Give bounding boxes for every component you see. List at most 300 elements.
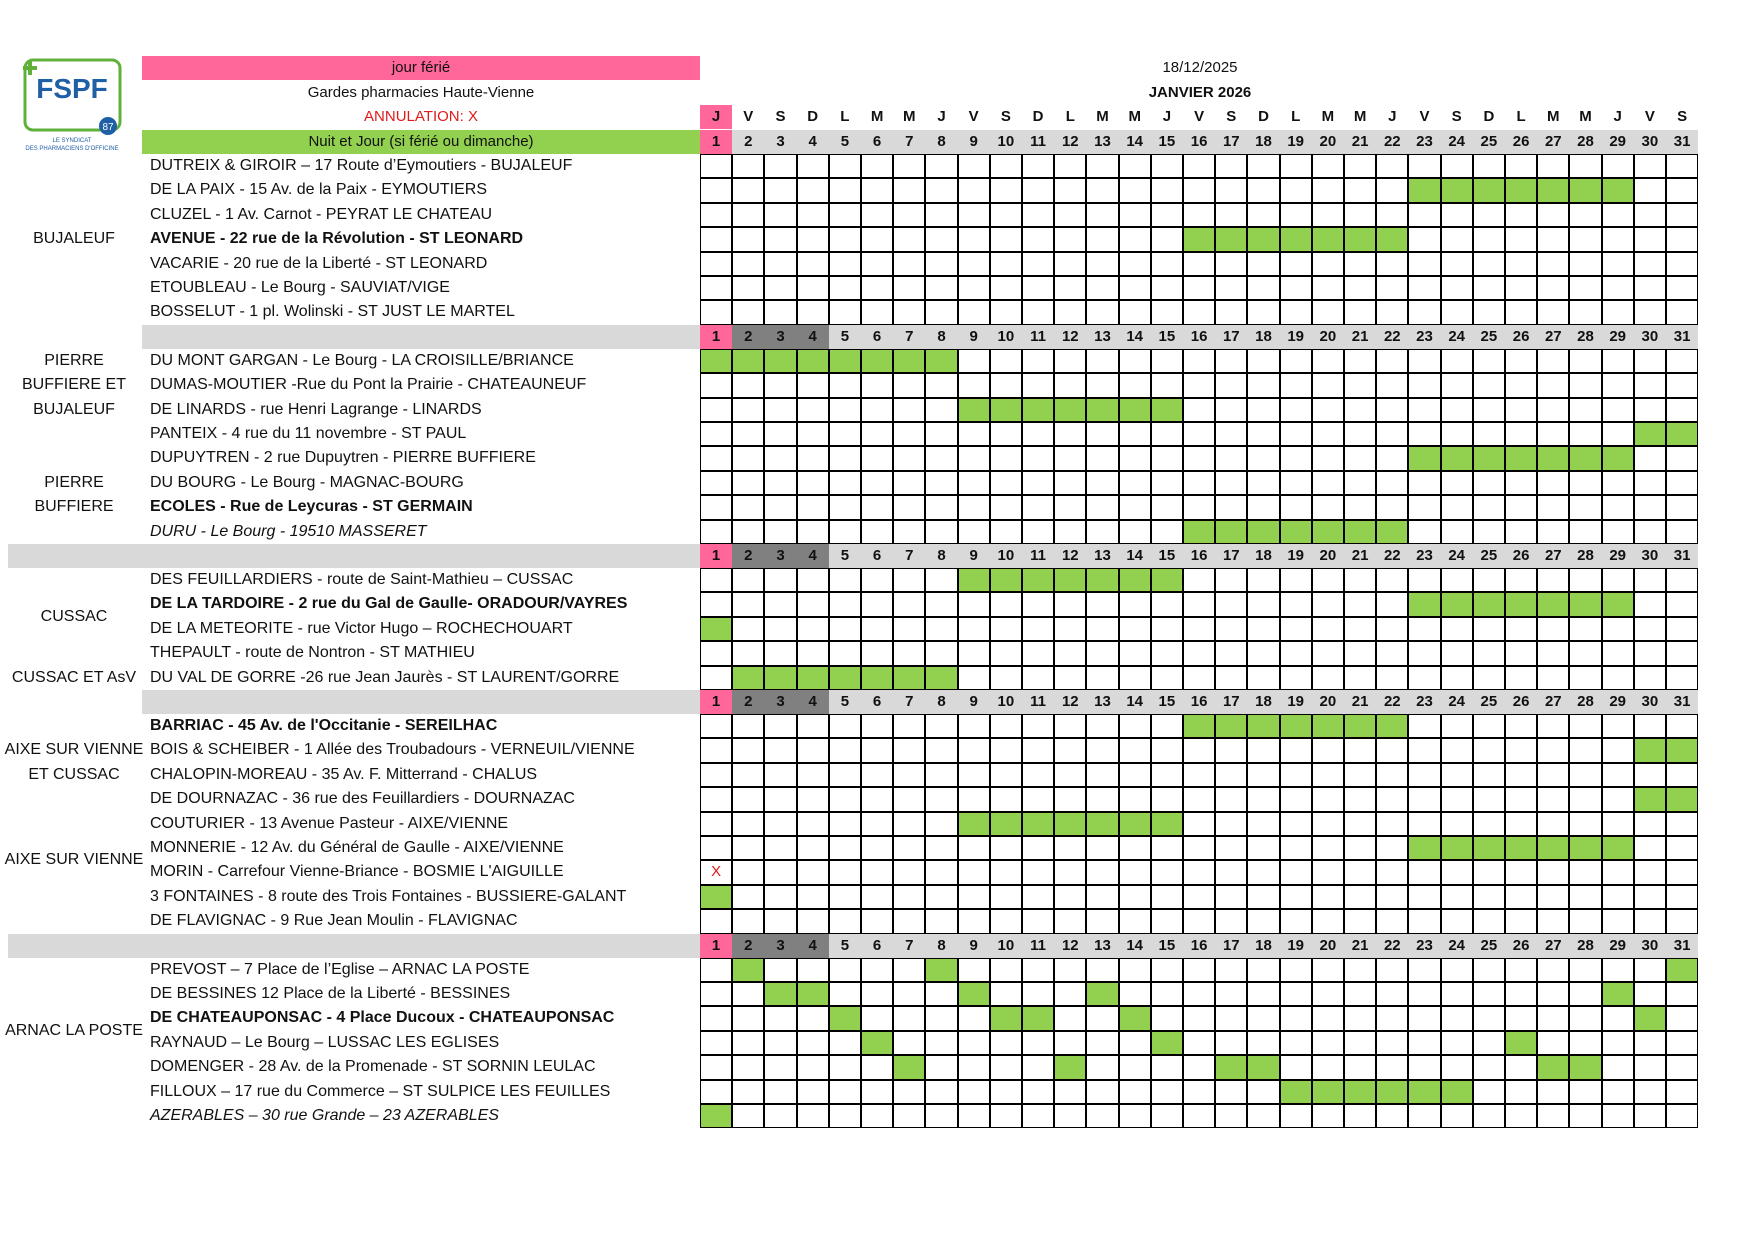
day-number-header: 21 bbox=[1344, 325, 1376, 349]
duty-cell bbox=[1376, 300, 1408, 324]
duty-cell bbox=[990, 446, 1022, 470]
duty-cell bbox=[1505, 592, 1537, 616]
duty-cell bbox=[1441, 276, 1473, 300]
duty-cell bbox=[1119, 641, 1151, 665]
duty-cell bbox=[1505, 714, 1537, 738]
pharmacy-name bbox=[150, 227, 523, 251]
duty-cell bbox=[1151, 203, 1183, 227]
duty-cell bbox=[1215, 276, 1247, 300]
duty-cell bbox=[1537, 714, 1569, 738]
duty-cell bbox=[1280, 860, 1312, 884]
duty-cell bbox=[1505, 1031, 1537, 1055]
duty-cell bbox=[1344, 909, 1376, 933]
day-number-header: 6 bbox=[861, 690, 893, 714]
duty-cell bbox=[764, 592, 796, 616]
duty-cell bbox=[925, 495, 957, 519]
duty-cell bbox=[1569, 982, 1601, 1006]
day-number-header: 17 bbox=[1215, 544, 1247, 568]
pharmacy-name bbox=[150, 763, 537, 787]
pharmacy-title: DU MONT GARGAN bbox=[150, 351, 299, 369]
duty-cell bbox=[925, 714, 957, 738]
duty-cell bbox=[732, 1080, 764, 1104]
duty-cell bbox=[893, 885, 925, 909]
duty-cell bbox=[893, 958, 925, 982]
duty-cell bbox=[1151, 836, 1183, 860]
duty-cell bbox=[797, 398, 829, 422]
duty-cell bbox=[797, 763, 829, 787]
duty-cell bbox=[1473, 203, 1505, 227]
duty-cell bbox=[1408, 1080, 1440, 1104]
duty-cell bbox=[1569, 1104, 1601, 1128]
pharmacy-title: FILLOUX bbox=[150, 1082, 217, 1100]
duty-cell bbox=[1247, 203, 1279, 227]
duty-cell bbox=[1602, 276, 1634, 300]
duty-cell bbox=[732, 958, 764, 982]
pharmacy-name bbox=[150, 714, 497, 738]
duty-cell bbox=[1054, 958, 1086, 982]
duty-cell bbox=[1247, 1031, 1279, 1055]
group-label: CUSSAC ET AsV bbox=[11, 668, 137, 686]
duty-cell bbox=[958, 1031, 990, 1055]
svg-text:FSPF: FSPF bbox=[36, 73, 108, 104]
day-number-header: 20 bbox=[1312, 544, 1344, 568]
duty-cell bbox=[1602, 982, 1634, 1006]
duty-cell bbox=[829, 495, 861, 519]
duty-cell bbox=[1473, 641, 1505, 665]
day-number-header: 4 bbox=[797, 325, 829, 349]
duty-cell bbox=[925, 373, 957, 397]
duty-cell bbox=[1151, 885, 1183, 909]
duty-cell bbox=[958, 1080, 990, 1104]
duty-cell bbox=[1151, 300, 1183, 324]
duty-cell bbox=[1602, 592, 1634, 616]
day-number-header: 30 bbox=[1634, 130, 1666, 154]
duty-cell bbox=[1086, 471, 1118, 495]
duty-cell bbox=[1312, 1031, 1344, 1055]
duty-cell bbox=[1215, 178, 1247, 202]
day-number-header: 5 bbox=[829, 544, 861, 568]
duty-cell bbox=[1086, 1031, 1118, 1055]
duty-cell bbox=[1215, 1055, 1247, 1079]
duty-cell bbox=[700, 1080, 732, 1104]
duty-cell bbox=[1408, 1104, 1440, 1128]
day-number-header: 23 bbox=[1408, 544, 1440, 568]
duty-cell bbox=[1537, 885, 1569, 909]
duty-cell bbox=[1473, 471, 1505, 495]
duty-cell bbox=[1441, 982, 1473, 1006]
duty-cell bbox=[797, 982, 829, 1006]
duty-cell bbox=[990, 349, 1022, 373]
duty-cell bbox=[1215, 666, 1247, 690]
duty-cell bbox=[925, 349, 957, 373]
duty-cell bbox=[1215, 252, 1247, 276]
duty-cell bbox=[1022, 1104, 1054, 1128]
duty-cell bbox=[797, 1006, 829, 1030]
duty-cell bbox=[1183, 909, 1215, 933]
duty-cell bbox=[861, 568, 893, 592]
duty-cell bbox=[1215, 398, 1247, 422]
duty-cell bbox=[764, 714, 796, 738]
duty-cell bbox=[1473, 763, 1505, 787]
duty-cell bbox=[1054, 909, 1086, 933]
duty-cell bbox=[1215, 300, 1247, 324]
day-number-header: 6 bbox=[861, 130, 893, 154]
duty-cell bbox=[1344, 714, 1376, 738]
duty-cell bbox=[958, 300, 990, 324]
duty-cell bbox=[1537, 1055, 1569, 1079]
day-number-header: 25 bbox=[1473, 934, 1505, 958]
duty-cell bbox=[990, 714, 1022, 738]
duty-cell bbox=[1376, 373, 1408, 397]
pharmacy-name bbox=[150, 592, 627, 616]
duty-cell bbox=[1634, 422, 1666, 446]
day-number-header: 5 bbox=[829, 690, 861, 714]
day-number-header: 3 bbox=[764, 690, 796, 714]
duty-cell bbox=[1634, 154, 1666, 178]
duty-cell bbox=[1054, 495, 1086, 519]
duty-cell bbox=[1537, 836, 1569, 860]
duty-cell bbox=[893, 763, 925, 787]
duty-cell bbox=[1505, 1006, 1537, 1030]
duty-cell bbox=[1569, 154, 1601, 178]
duty-cell bbox=[1376, 592, 1408, 616]
duty-cell bbox=[861, 641, 893, 665]
day-number-header: 6 bbox=[861, 325, 893, 349]
duty-cell bbox=[1086, 1080, 1118, 1104]
duty-cell bbox=[1505, 787, 1537, 811]
pharmacy-title: DU BOURG bbox=[150, 473, 237, 491]
duty-cell bbox=[764, 1031, 796, 1055]
duty-cell bbox=[1022, 787, 1054, 811]
duty-cell bbox=[829, 836, 861, 860]
duty-cell bbox=[1537, 666, 1569, 690]
duty-cell bbox=[990, 203, 1022, 227]
duty-cell bbox=[700, 1104, 732, 1128]
pharmacy-name bbox=[150, 641, 475, 665]
duty-cell bbox=[1086, 592, 1118, 616]
duty-cell bbox=[861, 1080, 893, 1104]
duty-cell bbox=[1022, 203, 1054, 227]
duty-cell bbox=[829, 520, 861, 544]
day-number-header: 12 bbox=[1054, 934, 1086, 958]
duty-cell bbox=[990, 178, 1022, 202]
duty-cell bbox=[1537, 1031, 1569, 1055]
duty-cell bbox=[700, 958, 732, 982]
duty-cell bbox=[1054, 617, 1086, 641]
duty-cell bbox=[1280, 495, 1312, 519]
duty-cell bbox=[829, 252, 861, 276]
day-number-header: 3 bbox=[764, 325, 796, 349]
day-number-header: 11 bbox=[1022, 325, 1054, 349]
duty-cell bbox=[1312, 666, 1344, 690]
duty-cell bbox=[1408, 592, 1440, 616]
duty-cell bbox=[1505, 276, 1537, 300]
weekday-header: D bbox=[1258, 108, 1269, 125]
weekday-header: M bbox=[1096, 108, 1109, 125]
duty-cell bbox=[990, 568, 1022, 592]
duty-cell bbox=[1441, 885, 1473, 909]
day-number-header: 28 bbox=[1569, 130, 1601, 154]
duty-cell bbox=[1408, 909, 1440, 933]
duty-cell bbox=[764, 276, 796, 300]
duty-cell bbox=[1602, 203, 1634, 227]
duty-cell bbox=[925, 836, 957, 860]
duty-cell bbox=[1215, 860, 1247, 884]
duty-cell bbox=[1569, 373, 1601, 397]
weekday-header: S bbox=[1451, 108, 1462, 125]
duty-cell bbox=[1119, 471, 1151, 495]
day-number-header: 23 bbox=[1408, 325, 1440, 349]
pharmacy-title: VACARIE bbox=[150, 254, 220, 272]
day-number-header: 14 bbox=[1119, 690, 1151, 714]
duty-cell bbox=[829, 446, 861, 470]
duty-cell bbox=[958, 909, 990, 933]
duty-cell bbox=[1215, 446, 1247, 470]
weekday-header: J bbox=[1388, 108, 1397, 125]
duty-cell bbox=[893, 471, 925, 495]
pharmacy-name bbox=[150, 836, 564, 860]
duty-cell bbox=[925, 812, 957, 836]
duty-cell bbox=[925, 446, 957, 470]
duty-cell bbox=[1666, 446, 1698, 470]
duty-cell bbox=[1376, 520, 1408, 544]
duty-cell bbox=[1666, 422, 1698, 446]
duty-cell bbox=[1666, 982, 1698, 1006]
day-number-header: 27 bbox=[1537, 934, 1569, 958]
duty-cell bbox=[893, 300, 925, 324]
duty-cell bbox=[1183, 349, 1215, 373]
duty-cell bbox=[1151, 520, 1183, 544]
duty-cell bbox=[1441, 617, 1473, 641]
duty-cell bbox=[1280, 1006, 1312, 1030]
duty-cell bbox=[1408, 568, 1440, 592]
duty-cell bbox=[1441, 666, 1473, 690]
duty-cell bbox=[958, 276, 990, 300]
duty-cell bbox=[797, 617, 829, 641]
duty-cell bbox=[1119, 373, 1151, 397]
duty-cell bbox=[1312, 787, 1344, 811]
duty-cell bbox=[893, 836, 925, 860]
duty-cell bbox=[1086, 446, 1118, 470]
day-number-header: 21 bbox=[1344, 130, 1376, 154]
weekday-header: V bbox=[1194, 108, 1205, 125]
duty-cell bbox=[1634, 520, 1666, 544]
duty-cell bbox=[1344, 520, 1376, 544]
duty-cell bbox=[1666, 1055, 1698, 1079]
duty-cell bbox=[1215, 592, 1247, 616]
duty-cell bbox=[1634, 471, 1666, 495]
duty-cell bbox=[1119, 300, 1151, 324]
duty-cell bbox=[700, 1055, 732, 1079]
duty-cell bbox=[1505, 641, 1537, 665]
duty-cell bbox=[990, 252, 1022, 276]
pharmacy-name bbox=[150, 982, 510, 1006]
duty-cell bbox=[1022, 982, 1054, 1006]
day-number-header: 26 bbox=[1505, 690, 1537, 714]
duty-cell bbox=[1215, 617, 1247, 641]
duty-cell bbox=[893, 203, 925, 227]
day-number-header: 10 bbox=[990, 690, 1022, 714]
duty-cell bbox=[1312, 568, 1344, 592]
duty-cell bbox=[1634, 812, 1666, 836]
duty-cell bbox=[1602, 178, 1634, 202]
duty-cell bbox=[1247, 714, 1279, 738]
day-number-header: 7 bbox=[893, 325, 925, 349]
duty-cell bbox=[1344, 373, 1376, 397]
duty-cell bbox=[1569, 422, 1601, 446]
day-number-header: 9 bbox=[958, 934, 990, 958]
duty-cell bbox=[925, 1031, 957, 1055]
duty-cell bbox=[1312, 738, 1344, 762]
duty-cell bbox=[1312, 1006, 1344, 1030]
duty-cell bbox=[1408, 958, 1440, 982]
duty-cell bbox=[732, 982, 764, 1006]
duty-cell bbox=[1473, 738, 1505, 762]
duty-cell bbox=[1634, 909, 1666, 933]
duty-cell bbox=[1054, 300, 1086, 324]
duty-cell bbox=[1441, 520, 1473, 544]
day-number-header: 5 bbox=[829, 934, 861, 958]
duty-cell bbox=[1473, 885, 1505, 909]
day-number-header: 7 bbox=[893, 934, 925, 958]
day-number-header: 24 bbox=[1441, 934, 1473, 958]
duty-cell bbox=[1473, 617, 1505, 641]
duty-cell bbox=[700, 203, 732, 227]
duty-cell bbox=[1215, 763, 1247, 787]
duty-cell bbox=[1602, 568, 1634, 592]
duty-cell bbox=[829, 885, 861, 909]
duty-cell bbox=[1441, 227, 1473, 251]
duty-cell bbox=[700, 154, 732, 178]
weekday-header: M bbox=[1547, 108, 1560, 125]
duty-cell bbox=[1151, 812, 1183, 836]
duty-cell bbox=[1280, 203, 1312, 227]
duty-cell bbox=[1183, 471, 1215, 495]
pharmacy-title: DURU bbox=[150, 522, 197, 540]
duty-cell bbox=[1666, 178, 1698, 202]
duty-cell bbox=[764, 1104, 796, 1128]
duty-cell bbox=[1441, 446, 1473, 470]
duty-cell bbox=[893, 227, 925, 251]
duty-cell bbox=[990, 860, 1022, 884]
duty-cell bbox=[732, 860, 764, 884]
pharmacy-title: MORIN bbox=[150, 863, 204, 881]
day-number-header: 20 bbox=[1312, 690, 1344, 714]
night-day-legend: Nuit et Jour (si férié ou dimanche) bbox=[142, 130, 700, 154]
day-number-header: 18 bbox=[1247, 130, 1279, 154]
duty-cell bbox=[732, 422, 764, 446]
duty-cell bbox=[1537, 958, 1569, 982]
duty-cell bbox=[1344, 787, 1376, 811]
duty-cell bbox=[1376, 495, 1408, 519]
duty-cell bbox=[700, 787, 732, 811]
duty-cell bbox=[1054, 520, 1086, 544]
duty-cell bbox=[1183, 738, 1215, 762]
duty-cell bbox=[1312, 714, 1344, 738]
duty-cell bbox=[1376, 398, 1408, 422]
duty-cell bbox=[1634, 714, 1666, 738]
day-number-header: 21 bbox=[1344, 544, 1376, 568]
holiday-legend: jour férié bbox=[142, 56, 700, 80]
duty-cell bbox=[958, 860, 990, 884]
duty-cell bbox=[1408, 1055, 1440, 1079]
duty-cell bbox=[1086, 885, 1118, 909]
duty-cell bbox=[797, 178, 829, 202]
duty-cell bbox=[1473, 349, 1505, 373]
duty-cell bbox=[1247, 1080, 1279, 1104]
duty-cell bbox=[1537, 1104, 1569, 1128]
duty-cell bbox=[925, 398, 957, 422]
duty-cell bbox=[1215, 1104, 1247, 1128]
duty-cell bbox=[1151, 617, 1183, 641]
duty-cell bbox=[861, 958, 893, 982]
duty-cell bbox=[1344, 617, 1376, 641]
duty-cell bbox=[1569, 738, 1601, 762]
duty-cell bbox=[1215, 568, 1247, 592]
duty-cell bbox=[1022, 592, 1054, 616]
pharmacy-title: BOIS & SCHEIBER bbox=[150, 741, 290, 759]
duty-cell bbox=[1408, 714, 1440, 738]
duty-cell bbox=[1086, 203, 1118, 227]
duty-cell bbox=[1215, 471, 1247, 495]
duty-cell bbox=[764, 373, 796, 397]
day-number-header: 14 bbox=[1119, 544, 1151, 568]
duty-cell bbox=[1119, 836, 1151, 860]
duty-cell bbox=[1634, 787, 1666, 811]
duty-cell bbox=[1634, 203, 1666, 227]
duty-cell bbox=[1537, 495, 1569, 519]
duty-cell bbox=[1247, 958, 1279, 982]
duty-cell bbox=[1151, 1006, 1183, 1030]
duty-cell bbox=[1119, 617, 1151, 641]
duty-cell bbox=[1505, 398, 1537, 422]
duty-cell bbox=[1344, 568, 1376, 592]
duty-cell bbox=[990, 666, 1022, 690]
duty-cell bbox=[1505, 909, 1537, 933]
duty-cell bbox=[764, 641, 796, 665]
day-number-header: 13 bbox=[1086, 130, 1118, 154]
duty-cell bbox=[1441, 1080, 1473, 1104]
day-number-header: 12 bbox=[1054, 544, 1086, 568]
duty-cell bbox=[1666, 592, 1698, 616]
duty-cell bbox=[1569, 1055, 1601, 1079]
duty-cell bbox=[1022, 1055, 1054, 1079]
day-number-header: 25 bbox=[1473, 690, 1505, 714]
duty-cell bbox=[1505, 958, 1537, 982]
duty-cell bbox=[1086, 958, 1118, 982]
duty-cell bbox=[893, 738, 925, 762]
weekday-header: D bbox=[1483, 108, 1495, 125]
pharmacy-title: DE DOURNAZAC bbox=[150, 790, 279, 808]
duty-cell bbox=[1054, 398, 1086, 422]
duty-cell bbox=[1376, 568, 1408, 592]
duty-cell bbox=[1344, 958, 1376, 982]
duty-cell bbox=[1344, 178, 1376, 202]
duty-cell bbox=[1119, 154, 1151, 178]
duty-cell bbox=[1215, 1031, 1247, 1055]
duty-cell bbox=[1312, 203, 1344, 227]
duty-cell bbox=[958, 349, 990, 373]
duty-cell bbox=[1183, 446, 1215, 470]
duty-cell bbox=[1505, 203, 1537, 227]
duty-cell bbox=[1537, 398, 1569, 422]
duty-cell bbox=[764, 860, 796, 884]
duty-cell bbox=[1022, 495, 1054, 519]
duty-cell bbox=[1247, 252, 1279, 276]
duty-cell bbox=[1569, 276, 1601, 300]
pharmacy-title: MONNERIE bbox=[150, 839, 237, 856]
duty-cell bbox=[1408, 641, 1440, 665]
